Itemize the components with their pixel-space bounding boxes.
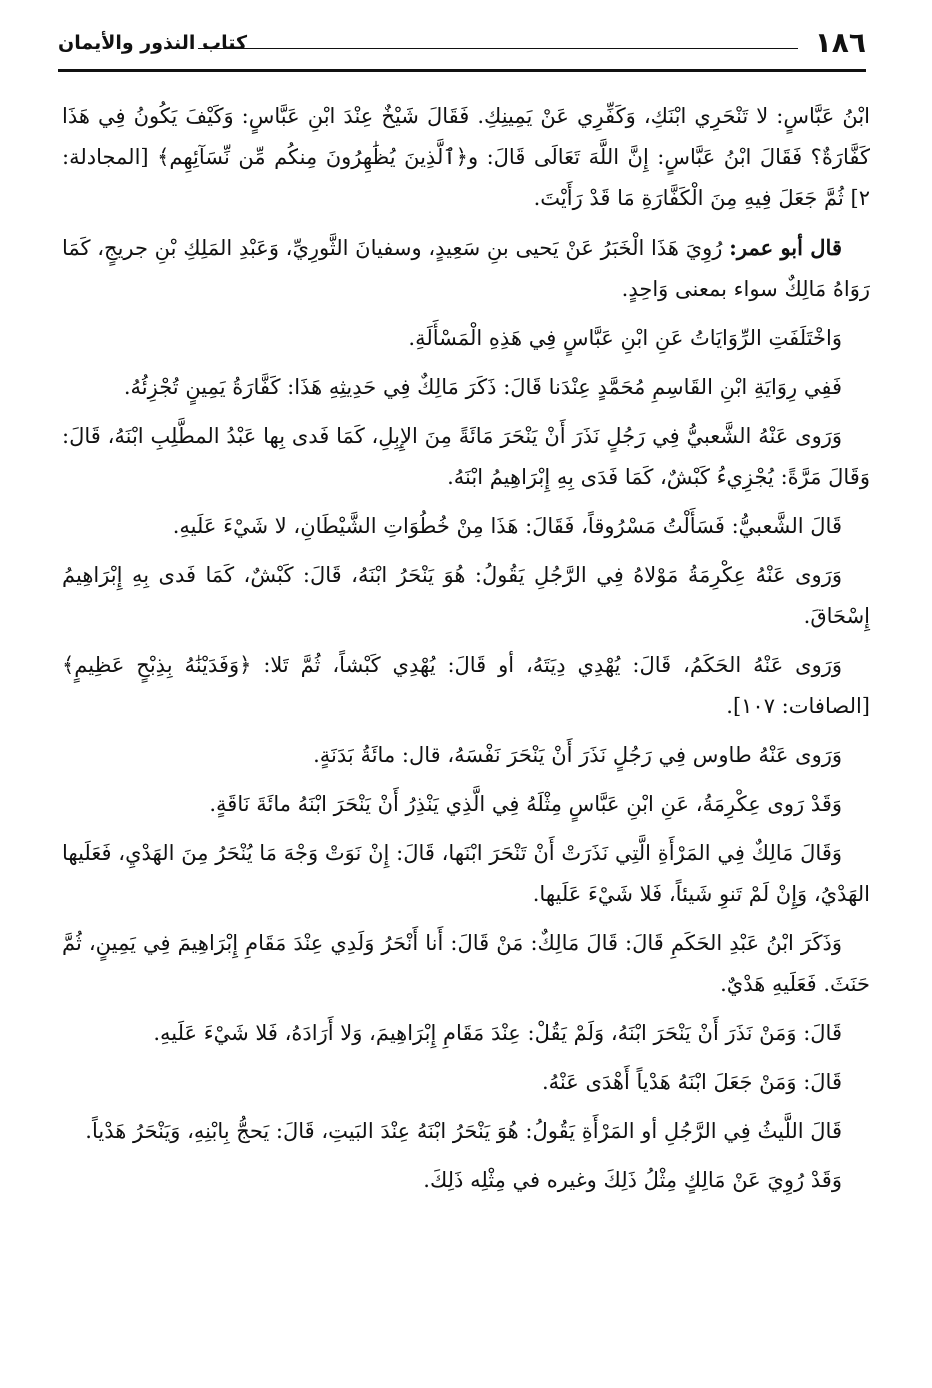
paragraph xyxy=(62,318,870,359)
header-divider xyxy=(58,69,866,72)
page-body-text xyxy=(62,96,870,1209)
paragraph-text: قَالَ: وَمَنْ جَعَلَ ابْنَهُ هَدْياً أَهْدَى عَنْهُ. xyxy=(542,1070,842,1094)
paragraph xyxy=(62,1111,870,1152)
page-number: ١٨٦ xyxy=(814,26,866,59)
paragraph xyxy=(62,1160,870,1201)
paragraph-text: وَقَدْ رُوِيَ عَنْ مَالِكٍ مِثْلُ ذَلِكَ وغيره في مِثْلِه ذَلِكَ. xyxy=(423,1168,842,1192)
paragraph xyxy=(62,645,870,727)
paragraph-text: وَرَوى عَنْهُ طاوس فِي رَجُلٍ نَذَرَ أَنْ يَنْحَرَ نَفْسَهُ، قال: مائَةُ بَدَنَةٍ. xyxy=(313,743,842,767)
paragraph xyxy=(62,555,870,637)
paragraph-text: فَفِي رِوَايَةِ ابْنِ القَاسِمِ مُحَمَّدٍ عِنْدَنا قَالَ: ذَكَرَ مَالِكٌ فِي حَدِيثِهِ هَذَا: كَفَّارَةُ يَمِينٍ تُجْزِئُهُ. xyxy=(123,375,842,399)
paragraph-text: قَالَ الشَّعبيُّ: فَسَأَلْتُ مَسْرُوقاً، فَقَالَ: هَذَا مِنْ خُطُوَاتِ الشَّيْطَانِ، لا شَيْءَ عَلَيهِ. xyxy=(172,514,842,538)
paragraph-text: ابْنُ عَبَّاسٍ: لا تَنْحَرِي ابْنَكِ، وَكَفِّرِي عَنْ يَمِينِكِ. فَقَالَ شَيْخٌ عِنْدَ ابْنِ عَبَّاسٍ: وَكَيْفَ يَكُونُ فِي هَذَا كَفَّارَةٌ؟ فَقَالَ ابْنُ عَبَّاسٍ: إِنَّ اللَّهَ تَعَالَى قَالَ: و﴿ٱلَّذِينَ يُظَٰهِرُونَ مِنكُم مِّن نِّسَآئِهِم﴾ [المجادلة: ٢] ثُمَّ جَعَلَ فِيهِ مِنَ الْكَفَّارَةِ مَا قَدْ رَأَيْتَ. xyxy=(62,104,870,210)
paragraph-text: قَالَ: وَمَنْ نَذَرَ أَنْ يَنْحَرَ ابْنَهُ، وَلَمْ يَقُلْ: عِنْدَ مَقَامِ إِبْرَاهِيمَ، وَلا أَرَادَهُ، فَلا شَيْءَ عَلَيهِ. xyxy=(153,1021,842,1045)
paragraph xyxy=(62,833,870,915)
paragraph xyxy=(62,227,870,310)
paragraph xyxy=(62,735,870,776)
paragraph-text: وَرَوى عَنْهُ الحَكَمُ، قَالَ: يُهْدِي دِيَتَهُ، أو قَالَ: يُهْدِي كَبْشاً، ثُمَّ تَلا: ﴿وَفَدَيْنَٰهُ بِذِبْحٍ عَظِيمٍ﴾ [الصافات: ١٠٧]. xyxy=(62,653,870,718)
paragraph-text: وَقَالَ مَالِكٌ فِي المَرْأَةِ الَّتِي نَذَرَتْ أَنْ تَنْحَرَ ابْنَها، قَالَ: إِنْ نَوَتْ وَجْهَ مَا يُنْحَرُ مِنَ الهَدْيِ، فَعَلَيها الهَدْيُ، وَإِنْ لَمْ تَنوِ شَيئاً، فَلا شَيْءَ عَلَيها. xyxy=(62,841,870,906)
paragraph xyxy=(62,96,870,219)
paragraph-text: وَقَدْ رَوى عِكْرِمَةُ، عَنِ ابْنِ عَبَّاسٍ مِثْلَهُ فِي الَّذِي يَنْذِرُ أَنْ يَنْحَرَ ابْنَهُ مائَةَ نَاقَةٍ. xyxy=(209,792,842,816)
speaker-label: قال أبو عمر: xyxy=(729,235,842,260)
paragraph xyxy=(62,1062,870,1103)
paragraph xyxy=(62,416,870,498)
paragraph xyxy=(62,784,870,825)
paragraph-text: وَرَوى عَنْهُ الشَّعبيُّ فِي رَجُلٍ نَذَرَ أَنْ يَنْحَرَ مَائَةً مِنَ الإِبِلِ، كَمَا فَدى بِها عَبْدُ المطَّلِبِ ابْنَهُ، قَالَ: وَقَالَ مَرَّةً: يُجْزِيءُ كَبْشٌ، كَمَا فَدَى بِهِ إِبْرَاهِيمُ ابْنَهُ. xyxy=(62,424,870,489)
header-title-rule xyxy=(198,48,798,49)
paragraph-text: قَالَ اللَّيثُ فِي الرَّجُلِ أو المَرْأَةِ يَقُولُ: هُوَ يَنْحَرُ ابْنَهُ عِنْدَ البَيتِ، قَالَ: يَحجُّ بِابْنِهِ، وَيَنْحَرُ هَدْياً. xyxy=(85,1119,842,1143)
book-title: كتاب النذور والأيمان xyxy=(58,32,248,54)
paragraph xyxy=(62,923,870,1005)
page-header xyxy=(58,26,866,66)
paragraph-text: رُوِيَ هَذَا الْخَبَرُ عَنْ يَحيى بنِ سَعِيدٍ، وسفيانَ الثَّورِيِّ، وَعَبْدِ المَلِكِ بْنِ جريجٍ، كَمَا رَوَاهُ مَالِكٌ سواء بمعنى وَاحِدٍ. xyxy=(62,236,870,301)
paragraph xyxy=(62,1013,870,1054)
paragraph-text: وَاخْتَلَفَتِ الرِّوَايَاتُ عَنِ ابْنِ عَبَّاسٍ فِي هَذِهِ الْمَسْأَلَةِ. xyxy=(408,326,842,350)
paragraph xyxy=(62,367,870,408)
paragraph-text: وَرَوى عَنْهُ عِكْرِمَةُ مَوْلاهُ فِي الرَّجُلِ يَقُولُ: هُوَ يَنْحَرُ ابْنَهُ، قَالَ: كَبْشٌ، كَمَا فَدى بِهِ إِبْرَاهِيمُ إِسْحَاقَ. xyxy=(62,563,870,628)
paragraph-text: وَذَكَرَ ابْنُ عَبْدِ الحَكَمِ قَالَ: قَالَ مَالِكٌ: مَنْ قَالَ: أَنا أَنْحَرُ وَلَدِي عِنْدَ مَقَامِ إِبْرَاهِيمَ فِي يَمِينٍ، ثُمَّ حَنَثَ. فَعَلَيهِ هَدْيٌ. xyxy=(62,931,870,996)
paragraph xyxy=(62,506,870,547)
